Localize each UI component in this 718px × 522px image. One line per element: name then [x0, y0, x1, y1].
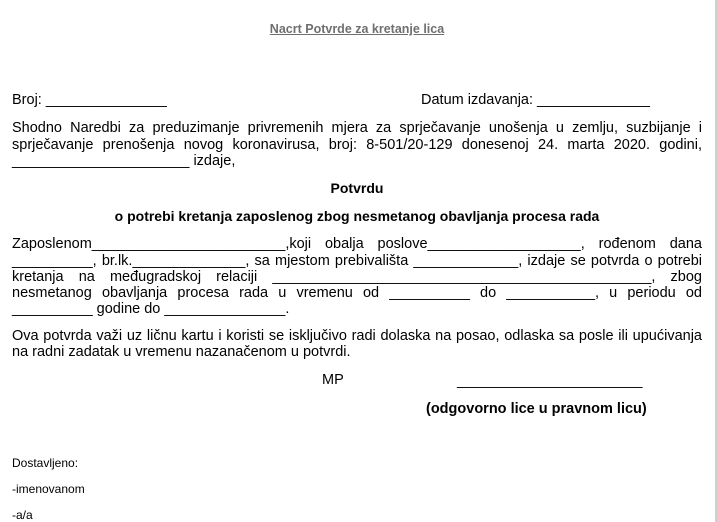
heading-potvrdu: Potvrdu [330, 180, 384, 196]
signature-line: _______________________ [457, 373, 643, 389]
intro-line-3: ______________________ izdaje, [12, 153, 236, 169]
intro-line-1: Shodno Naredbi za preduzimanje privremenih mjera za sprječavanje unošenja u zemlju, suzbijanje i [12, 120, 702, 136]
body-line-3: kretanja na međugradskoj relaciji _______________________________________________, zbog [12, 269, 702, 285]
recipient-item: -imenovanom [12, 482, 85, 496]
body-line-1: Zaposlenom________________________,koji obalja poslove___________________, rođenom dana [12, 236, 702, 252]
broj-field: Broj: _______________ [12, 92, 167, 108]
delivered-label: Dostavljeno: [12, 456, 79, 470]
heading-purpose: o potrebi kretanja zaposlenog zbog nesmetanog obavljanja procesa rada [114, 208, 600, 224]
datum-izdavanja-field: Datum izdavanja: ______________ [421, 92, 650, 108]
body-line-2: __________, br.lk.______________, sa mjestom prebivališta _____________, izdaje se potvrda o potrebi [12, 253, 702, 269]
intro-line-2: sprječavanje prenošenja novog koronavirusa, broj: 8-501/20-129 donesenoj 24. marta 2020. godini, [12, 137, 702, 153]
signature-caption: (odgovorno lice u pravnom licu) [426, 401, 647, 417]
recipient-item: -a/a [12, 508, 33, 522]
note-line-1: Ova potvrda važi uz ličnu kartu i koristi se isključivo radi dolaska na posao, odlaska sa posle ili upućivanja [12, 328, 702, 344]
document-title: Nacrt Potvrde za kretanje lica [269, 22, 445, 36]
note-line-2: na radni zadatak u vremenu nazanačenom u potvrdi. [12, 344, 351, 360]
mp-stamp-label: MP [322, 372, 344, 388]
body-line-5: __________ godine do _______________. [12, 301, 290, 317]
body-line-4: nesmetanog obavljanja procesa rada u vremenu od __________ do ___________, u periodu od [12, 285, 702, 301]
